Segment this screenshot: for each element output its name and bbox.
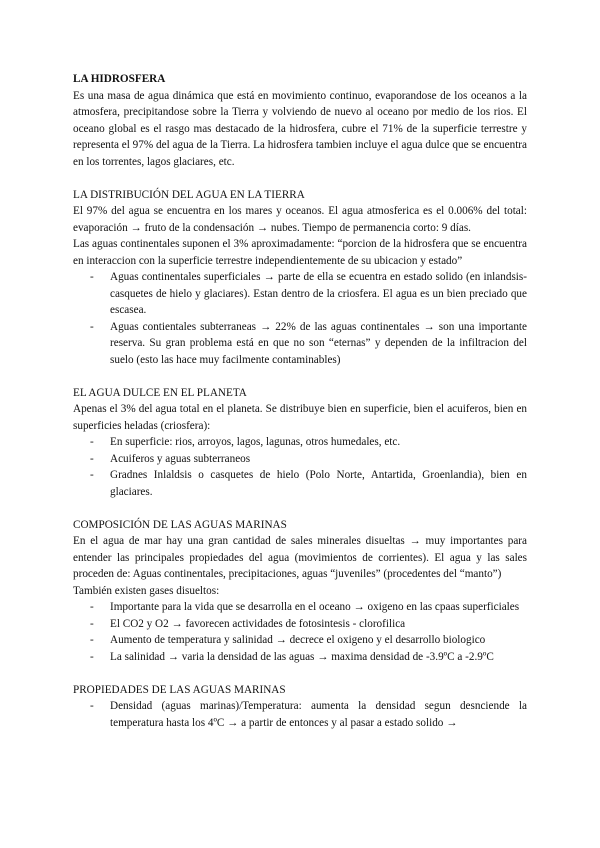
list-item (73, 649, 527, 666)
list-item-text: Aguas contientales subterraneas → 22% de las aguas continentales → son una importante reserva. Su gran problema está en que no son “eternas” y dependen de la infiltracion del suelo (esto las hace muy facilmente contaminables) (110, 320, 527, 366)
list-item-text: Densidad (aguas marinas)/Temperatura: aumenta la densidad segun desnciende la temperatura hasta los 4ºC → a partir de entonces y al pasar a estado solido → (110, 700, 527, 729)
list-agua-dulce (73, 434, 527, 500)
bullet-dash: - (90, 452, 94, 465)
list-item-text: Aguas continentales superficiales → parte de ella se ecuentra en estado solido (en inlandsis-casquetes de hielo y glaciares). Estan dentro de la criosfera. El agua es un bien preciado que escasea. (110, 271, 527, 316)
paragraph-composicion-2: También existen gases disueltos: (73, 584, 220, 597)
list-item (73, 269, 527, 319)
section-heading-distribucion: LA DISTRIBUCIÓN DEL AGUA EN LA TIERRA (73, 188, 305, 201)
bullet-dash: - (90, 634, 94, 646)
list-item (73, 467, 527, 500)
document-page (73, 71, 527, 731)
bullet-dash: - (90, 469, 94, 481)
spacer (73, 665, 527, 682)
paragraph-composicion-1: En el agua de mar hay una gran cantidad de sales minerales disueltas → muy importantes para entender las principales propiedades del agua (movimientos de corrientes). El agua y las sales proceden de: Aguas continentales, precipitaciones, aguas “juveniles” (procedentes del “manto”) (73, 535, 527, 580)
bullet-dash: - (90, 617, 94, 630)
list-item (73, 616, 527, 633)
spacer (73, 500, 527, 517)
list-item-text: El CO2 y O2 → favorecen actividades de fotosintesis - clorofilica (110, 617, 406, 630)
paragraph-distribucion-2: Las aguas continentales suponen el 3% aproximadamente: “porcion de la hidrosfera que se encuentra en interaccion con la superficie terrestre independientemente de su ubicacion y estado” (73, 238, 527, 267)
paragraph-distribucion-1: El 97% del agua se encuentra en los mares y oceanos. El agua atmosferica es el 0.006% del total: evaporación → fruto de la condensación → nubes. Tiempo de permanencia corto: 9 días. (73, 205, 527, 234)
section-heading-agua-dulce: EL AGUA DULCE EN EL PLANETA (73, 386, 247, 399)
bullet-dash: - (90, 700, 94, 712)
list-item (73, 599, 527, 616)
bullet-dash: - (90, 601, 94, 613)
list-item (73, 319, 527, 369)
list-propiedades (73, 698, 527, 731)
document-title: LA HIDROSFERA (73, 73, 166, 85)
list-item-text: Importante para la vida que se desarrolla en el oceano → oxigeno en las cpaas superficiales (110, 601, 520, 613)
bullet-dash: - (90, 271, 94, 283)
list-item-text: La salinidad → varia la densidad de las aguas → maxima densidad de -3.9ºC a -2.9ºC (110, 650, 494, 663)
list-distribucion (73, 269, 527, 368)
list-item (73, 434, 527, 451)
list-item-text: Gradnes Inlaldsis o casquetes de hielo (Polo Norte, Antartida, Groenlandia), bien en glaciares. (110, 469, 527, 498)
spacer (73, 368, 527, 385)
intro-paragraph: Es una masa de agua dinámica que está en movimiento continuo, evaporandose de los oceanos a la atmosfera, precipitandose sobre la Tierra y volviendo de nuevo al oceano por medio de los rios. El oceano global es el rasgo mas destacado de la hidrosfera, cubre el 71% de la superficie terrestre y representa el 97% del agua de la Tierra. La hidrosfera tambien incluye el agua dulce que se encuentra en los torrentes, lagos glaciares, etc. (73, 89, 527, 168)
list-item (73, 451, 527, 468)
bullet-dash: - (90, 320, 94, 333)
bullet-dash: - (90, 650, 94, 663)
paragraph-agua-dulce-1: Apenas el 3% del agua total en el planeta. Se distribuye bien en superficie, bien el acuiferos, bien en superficies heladas (criosfera): (73, 403, 527, 432)
bullet-dash: - (90, 436, 94, 448)
spacer (73, 170, 527, 187)
list-item (73, 698, 527, 731)
section-heading-propiedades: PROPIEDADES DE LAS AGUAS MARINAS (73, 683, 286, 696)
section-heading-composicion: COMPOSICIÓN DE LAS AGUAS MARINAS (73, 518, 287, 531)
list-item-text: Acuiferos y aguas subterraneos (110, 452, 251, 465)
list-item (73, 632, 527, 649)
list-item-text: Aumento de temperatura y salinidad → decrece el oxigeno y el desarrollo biologico (110, 634, 486, 646)
list-composicion (73, 599, 527, 665)
list-item-text: En superficie: rios, arroyos, lagos, lagunas, otros humedales, etc. (110, 436, 401, 448)
